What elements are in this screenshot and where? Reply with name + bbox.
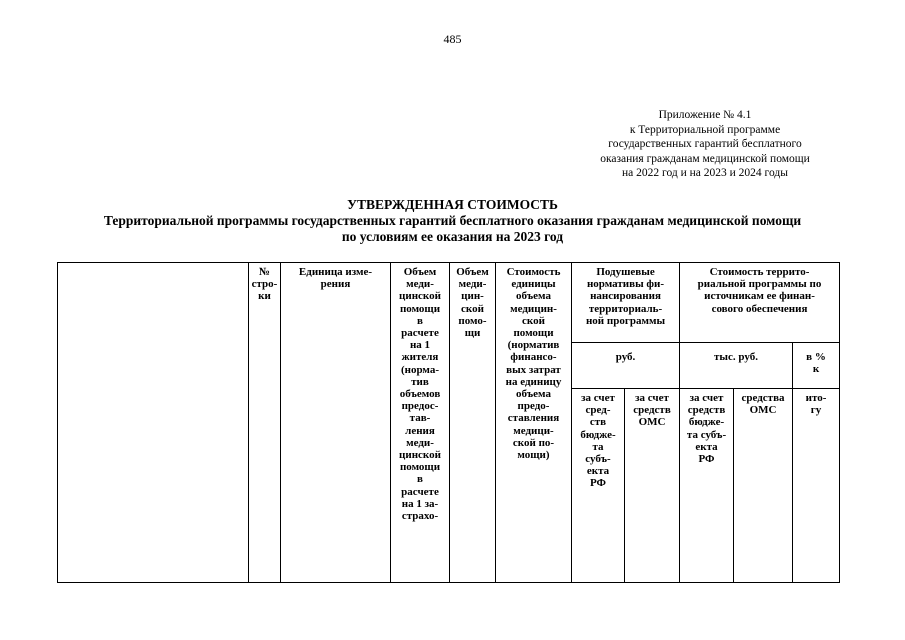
appendix-line: государственных гарантий бесплатного	[608, 138, 802, 150]
header-text-line: помо-	[458, 314, 487, 327]
header-text-line: сред-	[585, 404, 611, 417]
document-title	[0, 197, 905, 245]
header-total	[793, 389, 840, 583]
appendix-line: оказания гражданам медицинской помощи	[600, 152, 810, 165]
header-text-line: №	[258, 266, 271, 278]
header-text-line: ной программы	[585, 314, 666, 327]
header-text-line: Единица изме-	[298, 266, 373, 278]
header-text-line: объема	[516, 388, 551, 401]
title-line-2: Территориальной программы государственных гарантий бесплатного оказания гражданам медицинской помощи	[103, 213, 802, 228]
header-text-line: меди-	[406, 278, 434, 291]
header-budget-rf	[572, 389, 625, 583]
header-text-line: бюдже-	[688, 416, 725, 429]
header-text-line: ОМС	[638, 416, 666, 429]
header-text-line: та	[592, 440, 604, 453]
header-text-line: источникам ее финан-	[704, 290, 815, 303]
header-text-line: объема	[516, 290, 551, 303]
header-text-line: в	[417, 314, 423, 327]
header-text-line: вых затрат	[506, 363, 561, 376]
header-text-line: предо-	[517, 400, 550, 413]
header-text-line: Подушевые	[596, 266, 655, 278]
header-unit	[281, 263, 391, 583]
header-text-line: на 1	[409, 339, 431, 352]
appendix-note	[560, 108, 850, 181]
header-text-line: страхо-	[401, 510, 439, 523]
header-text-line: единицы	[511, 278, 556, 291]
header-text-line: рения	[320, 278, 351, 291]
header-text-line: ставления	[507, 412, 560, 425]
header-text-line: цин-	[461, 290, 484, 303]
header-text-line: стро-	[251, 278, 278, 291]
page-number: 485	[443, 32, 462, 46]
header-text-line: та субъ-	[686, 428, 727, 441]
header-text-line: Объем	[456, 266, 489, 278]
header-text-line: за счет	[689, 392, 724, 404]
header-text-line: финансо-	[510, 351, 557, 364]
header-text-line: (норматив	[507, 339, 560, 352]
header-text-line: Стоимость	[506, 266, 561, 278]
header-thousand-rub: тыс. руб.	[680, 343, 793, 389]
header-text-line: нормативы фи-	[586, 278, 665, 291]
header-text-line: в %	[806, 351, 826, 363]
header-text-line: Стоимость террито-	[709, 266, 810, 278]
header-text-line: мощи)	[517, 449, 550, 462]
header-text-line: ки	[258, 290, 271, 303]
header-text-line: нансирования	[590, 290, 661, 303]
header-text-line: ОМС	[749, 404, 777, 417]
header-text-line: медицин-	[510, 302, 557, 315]
header-text-line: к	[812, 363, 820, 376]
header-text-line: помощи	[399, 461, 441, 474]
title-line-3: по условиям ее оказания на 2023 год	[341, 229, 564, 244]
header-text-line: цинской	[399, 449, 441, 462]
header-text-line: ств	[589, 416, 607, 429]
title-line-1: УТВЕРЖДЕННАЯ СТОИМОСТЬ	[347, 197, 558, 212]
header-volume-medical	[450, 263, 496, 583]
header-text-line: екта	[586, 465, 610, 478]
header-program-cost	[680, 263, 840, 343]
header-text-line: ления	[405, 424, 435, 437]
appendix-line: к Территориальной программе	[629, 123, 781, 136]
header-text-line: ской	[522, 314, 545, 327]
header-text-line: тав-	[409, 412, 431, 425]
header-text-line: территориаль-	[588, 302, 663, 315]
header-text-line: предос-	[401, 400, 439, 413]
header-text-line: сового обеспечения	[711, 302, 808, 315]
header-text-line: средств	[687, 404, 726, 417]
header-text-line: ито-	[805, 392, 827, 404]
header-text-line: РФ	[698, 453, 715, 466]
header-text-line: гу	[810, 404, 822, 417]
header-text-line: бюдже-	[580, 428, 616, 441]
header-text-line: жителя	[401, 351, 439, 364]
header-text-line: РФ	[590, 477, 606, 490]
header-text-line: субъ-	[585, 453, 611, 466]
appendix-line: на 2022 год и на 2023 и 2024 годы	[622, 167, 788, 179]
header-text-line: расчете	[401, 485, 439, 498]
header-oms-funds	[625, 389, 680, 583]
header-text-line: (норма-	[400, 363, 440, 376]
header-text-line: медици-	[513, 424, 554, 437]
header-text-line: расчете	[401, 327, 439, 340]
header-text-line: Объем	[403, 266, 437, 278]
header-text-line: на 1 за-	[401, 497, 439, 510]
header-volume-per-resident	[391, 263, 450, 583]
header-text-line: цинской	[399, 290, 441, 303]
header-text-line: в	[417, 473, 423, 486]
header-text-line: за счет	[635, 392, 669, 404]
header-oms-funds-2	[734, 389, 793, 583]
header-row-number	[249, 263, 281, 583]
header-text-line: ской по-	[512, 436, 555, 449]
header-blank-cell	[58, 263, 249, 583]
header-text-line: помощи	[513, 327, 554, 340]
header-text-line: средства	[741, 392, 785, 404]
header-text-line: ской	[461, 302, 484, 315]
header-rub: руб.	[572, 343, 680, 389]
header-text-line: щи	[464, 327, 481, 340]
appendix-line: Приложение № 4.1	[658, 109, 752, 121]
header-text-line: тив	[411, 375, 429, 388]
header-text-line: средств	[633, 404, 671, 417]
header-text-line: объемов	[399, 388, 441, 401]
cost-table	[57, 262, 840, 583]
header-text-line: екта	[695, 440, 718, 453]
header-per-capita	[572, 263, 680, 343]
header-text-line: меди-	[458, 278, 487, 291]
header-budget-rf-2	[680, 389, 734, 583]
header-text-line: за счет	[581, 392, 615, 404]
header-text-line: меди-	[406, 436, 434, 449]
header-text-line: риальной программы по	[697, 278, 822, 291]
header-percent	[793, 343, 840, 389]
header-text-line: помощи	[399, 302, 441, 315]
header-unit-cost	[496, 263, 572, 583]
header-text-line: на единицу	[505, 375, 562, 388]
